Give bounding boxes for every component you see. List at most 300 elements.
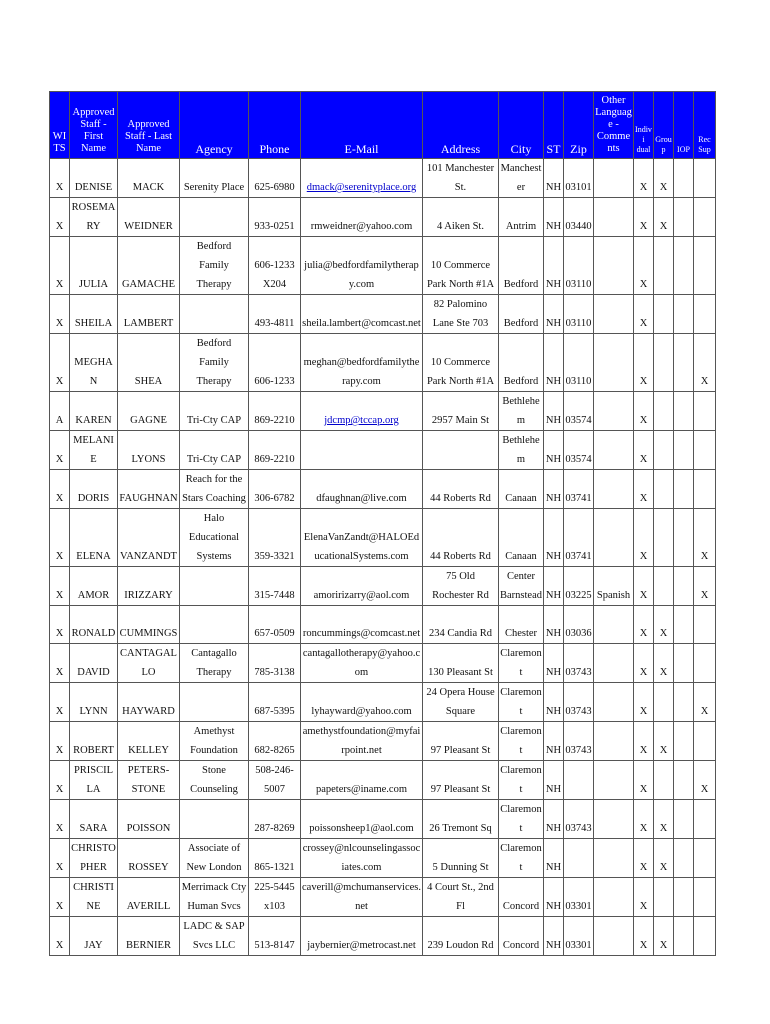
- cell-city: Claremont: [499, 683, 544, 722]
- cell-st: NH: [544, 839, 564, 878]
- cell-address: 4 Aiken St.: [423, 198, 499, 237]
- cell-rec: [694, 917, 716, 956]
- cell-st: NH: [544, 606, 564, 644]
- cell-agency: [180, 198, 249, 237]
- cell-last: AVERILL: [118, 878, 180, 917]
- cell-address: 10 Commerce Park North #1A: [423, 237, 499, 295]
- cell-iop: [674, 198, 694, 237]
- cell-iop: [674, 295, 694, 334]
- cell-city: Bethlehem: [499, 392, 544, 431]
- cell-address: 101 Manchester St.: [423, 159, 499, 198]
- cell-email: [301, 431, 423, 470]
- cell-email: cantagallotherapy@yahoo.com: [301, 644, 423, 683]
- cell-other: [594, 878, 634, 917]
- cell-address: 97 Pleasant St: [423, 722, 499, 761]
- cell-wits: X: [50, 567, 70, 606]
- cell-city: Canaan: [499, 470, 544, 509]
- cell-other: [594, 509, 634, 567]
- cell-group: [654, 509, 674, 567]
- cell-indiv: X: [634, 800, 654, 839]
- cell-wits: X: [50, 509, 70, 567]
- cell-phone: 869-2210: [249, 431, 301, 470]
- cell-last: POISSON: [118, 800, 180, 839]
- cell-last: MACK: [118, 159, 180, 198]
- cell-last: LAMBERT: [118, 295, 180, 334]
- cell-st: NH: [544, 567, 564, 606]
- cell-other: [594, 159, 634, 198]
- cell-wits: X: [50, 839, 70, 878]
- cell-city: Claremont: [499, 722, 544, 761]
- table-row: [50, 606, 716, 644]
- cell-agency: Associate of New London: [180, 839, 249, 878]
- cell-address: 44 Roberts Rd: [423, 470, 499, 509]
- cell-iop: [674, 509, 694, 567]
- cell-email: amoririzarry@aol.com: [301, 567, 423, 606]
- cell-last: ROSSEY: [118, 839, 180, 878]
- table-row: [50, 334, 716, 392]
- table-row: [50, 722, 716, 761]
- cell-zip: 03110: [564, 237, 594, 295]
- cell-email[interactable]: dmack@serenityplace.org: [301, 159, 423, 198]
- cell-last: FAUGHNAN: [118, 470, 180, 509]
- cell-city: Canaan: [499, 509, 544, 567]
- cell-indiv: X: [634, 509, 654, 567]
- cell-first: DAVID: [70, 644, 118, 683]
- cell-group: X: [654, 800, 674, 839]
- cell-email: roncummings@comcast.net: [301, 606, 423, 644]
- cell-email[interactable]: jdcmp@tccap.org: [301, 392, 423, 431]
- cell-last: KELLEY: [118, 722, 180, 761]
- cell-phone: 785-3138: [249, 644, 301, 683]
- cell-last: GAGNE: [118, 392, 180, 431]
- cell-wits: X: [50, 237, 70, 295]
- cell-other: [594, 431, 634, 470]
- cell-iop: [674, 431, 694, 470]
- cell-zip: 03036: [564, 606, 594, 644]
- cell-last: PETERS-STONE: [118, 761, 180, 800]
- cell-st: NH: [544, 878, 564, 917]
- cell-email: amethystfoundation@myfairpoint.net: [301, 722, 423, 761]
- cell-zip: 03440: [564, 198, 594, 237]
- cell-wits: X: [50, 295, 70, 334]
- cell-zip: [564, 839, 594, 878]
- cell-other: [594, 606, 634, 644]
- cell-agency: Stone Counseling: [180, 761, 249, 800]
- cell-last: GAMACHE: [118, 237, 180, 295]
- cell-zip: 03110: [564, 334, 594, 392]
- table-row: [50, 392, 716, 431]
- cell-rec: [694, 839, 716, 878]
- cell-iop: [674, 917, 694, 956]
- header-group[interactable]: Grou p: [654, 92, 674, 159]
- cell-agency: Merrimack Cty Human Svcs: [180, 878, 249, 917]
- header-last-name[interactable]: Approved Staff - Last Name: [118, 92, 180, 159]
- cell-agency: Serenity Place: [180, 159, 249, 198]
- cell-iop: [674, 644, 694, 683]
- header-zip[interactable]: Zip: [564, 92, 594, 159]
- cell-email: rmweidner@yahoo.com: [301, 198, 423, 237]
- cell-first: ELENA: [70, 509, 118, 567]
- cell-zip: 03301: [564, 878, 594, 917]
- cell-iop: [674, 800, 694, 839]
- cell-indiv: X: [634, 567, 654, 606]
- cell-agency: LADC & SAP Svcs LLC: [180, 917, 249, 956]
- cell-indiv: X: [634, 683, 654, 722]
- cell-zip: 03574: [564, 431, 594, 470]
- cell-indiv: X: [634, 722, 654, 761]
- cell-city: Claremont: [499, 800, 544, 839]
- cell-other: [594, 295, 634, 334]
- cell-group: X: [654, 606, 674, 644]
- header-address[interactable]: Address: [423, 92, 499, 159]
- cell-address: 24 Opera House Square: [423, 683, 499, 722]
- header-individual[interactable]: Indivi dual: [634, 92, 654, 159]
- cell-iop: [674, 839, 694, 878]
- table-row: [50, 683, 716, 722]
- cell-agency: Cantagallo Therapy: [180, 644, 249, 683]
- cell-other: [594, 800, 634, 839]
- cell-email: jaybernier@metrocast.net: [301, 917, 423, 956]
- cell-group: X: [654, 917, 674, 956]
- cell-group: X: [654, 839, 674, 878]
- cell-iop: [674, 470, 694, 509]
- cell-rec: X: [694, 509, 716, 567]
- cell-indiv: X: [634, 839, 654, 878]
- cell-indiv: X: [634, 159, 654, 198]
- cell-rec: [694, 431, 716, 470]
- cell-other: [594, 683, 634, 722]
- cell-wits: X: [50, 198, 70, 237]
- cell-email: crossey@nlcounselingassociates.com: [301, 839, 423, 878]
- table-row: [50, 878, 716, 917]
- cell-other: [594, 237, 634, 295]
- cell-phone: 493-4811: [249, 295, 301, 334]
- cell-city: Center Barnstead: [499, 567, 544, 606]
- cell-first: KAREN: [70, 392, 118, 431]
- cell-phone: 625-6980: [249, 159, 301, 198]
- cell-address: 130 Pleasant St: [423, 644, 499, 683]
- table-row: [50, 761, 716, 800]
- cell-rec: [694, 878, 716, 917]
- header-city[interactable]: City: [499, 92, 544, 159]
- cell-agency: [180, 295, 249, 334]
- header-other-language[interactable]: Other Language - Comments: [594, 92, 634, 159]
- cell-agency: Bedford Family Therapy: [180, 237, 249, 295]
- table-row: [50, 509, 716, 567]
- cell-phone: 315-7448: [249, 567, 301, 606]
- cell-first: MEGHAN: [70, 334, 118, 392]
- cell-rec: X: [694, 761, 716, 800]
- cell-wits: X: [50, 878, 70, 917]
- cell-group: [654, 295, 674, 334]
- cell-agency: [180, 800, 249, 839]
- cell-indiv: X: [634, 878, 654, 917]
- cell-address: 26 Tremont Sq: [423, 800, 499, 839]
- table-row: [50, 644, 716, 683]
- cell-agency: [180, 683, 249, 722]
- cell-st: NH: [544, 159, 564, 198]
- cell-group: [654, 470, 674, 509]
- cell-last: WEIDNER: [118, 198, 180, 237]
- cell-address: 10 Commerce Park North #1A: [423, 334, 499, 392]
- cell-zip: 03743: [564, 644, 594, 683]
- cell-iop: [674, 722, 694, 761]
- cell-phone: 225-5445 x103: [249, 878, 301, 917]
- cell-indiv: X: [634, 392, 654, 431]
- cell-iop: [674, 237, 694, 295]
- header-phone[interactable]: Phone: [249, 92, 301, 159]
- cell-first: AMOR: [70, 567, 118, 606]
- cell-phone: 606-1233: [249, 334, 301, 392]
- cell-first: ROBERT: [70, 722, 118, 761]
- cell-phone: 933-0251: [249, 198, 301, 237]
- table-row: [50, 198, 716, 237]
- cell-last: VANZANDT: [118, 509, 180, 567]
- cell-rec: [694, 722, 716, 761]
- cell-last: BERNIER: [118, 917, 180, 956]
- cell-zip: 03574: [564, 392, 594, 431]
- cell-st: NH: [544, 683, 564, 722]
- cell-indiv: X: [634, 295, 654, 334]
- cell-last: IRIZZARY: [118, 567, 180, 606]
- cell-zip: 03743: [564, 683, 594, 722]
- cell-agency: Bedford Family Therapy: [180, 334, 249, 392]
- header-first-name[interactable]: Approved Staff - First Name: [70, 92, 118, 159]
- cell-other: [594, 761, 634, 800]
- cell-st: NH: [544, 509, 564, 567]
- cell-other: [594, 198, 634, 237]
- cell-address: [423, 431, 499, 470]
- cell-iop: [674, 761, 694, 800]
- cell-st: NH: [544, 198, 564, 237]
- cell-zip: 03743: [564, 800, 594, 839]
- cell-agency: Tri-Cty CAP: [180, 392, 249, 431]
- cell-zip: 03301: [564, 917, 594, 956]
- table-row: [50, 470, 716, 509]
- cell-address: 4 Court St., 2nd Fl: [423, 878, 499, 917]
- cell-city: Bedford: [499, 237, 544, 295]
- cell-zip: 03101: [564, 159, 594, 198]
- table-row: [50, 839, 716, 878]
- cell-indiv: X: [634, 237, 654, 295]
- cell-wits: X: [50, 644, 70, 683]
- cell-st: NH: [544, 237, 564, 295]
- header-email[interactable]: E-Mail: [301, 92, 423, 159]
- cell-wits: X: [50, 334, 70, 392]
- cell-group: X: [654, 198, 674, 237]
- cell-last: HAYWARD: [118, 683, 180, 722]
- header-rec-sup[interactable]: Rec Sup: [694, 92, 716, 159]
- cell-group: [654, 431, 674, 470]
- cell-rec: [694, 237, 716, 295]
- cell-st: NH: [544, 334, 564, 392]
- cell-rec: [694, 800, 716, 839]
- cell-st: NH: [544, 761, 564, 800]
- cell-other: [594, 722, 634, 761]
- cell-st: NH: [544, 644, 564, 683]
- cell-rec: [694, 392, 716, 431]
- cell-iop: [674, 606, 694, 644]
- cell-agency: [180, 606, 249, 644]
- cell-iop: [674, 334, 694, 392]
- cell-first: SARA: [70, 800, 118, 839]
- cell-city: Bethlehem: [499, 431, 544, 470]
- cell-wits: X: [50, 917, 70, 956]
- cell-group: [654, 392, 674, 431]
- cell-group: [654, 237, 674, 295]
- cell-phone: 359-3321: [249, 509, 301, 567]
- cell-wits: X: [50, 606, 70, 644]
- cell-indiv: X: [634, 606, 654, 644]
- cell-indiv: X: [634, 917, 654, 956]
- cell-group: X: [654, 722, 674, 761]
- cell-rec: [694, 470, 716, 509]
- cell-last: LYONS: [118, 431, 180, 470]
- cell-other: [594, 839, 634, 878]
- cell-address: 75 Old Rochester Rd: [423, 567, 499, 606]
- cell-st: NH: [544, 800, 564, 839]
- cell-wits: X: [50, 800, 70, 839]
- cell-st: NH: [544, 392, 564, 431]
- cell-city: Concord: [499, 917, 544, 956]
- cell-first: DENISE: [70, 159, 118, 198]
- cell-wits: X: [50, 470, 70, 509]
- cell-group: [654, 683, 674, 722]
- cell-wits: X: [50, 761, 70, 800]
- cell-rec: [694, 606, 716, 644]
- cell-city: Claremont: [499, 761, 544, 800]
- cell-phone: 657-0509: [249, 606, 301, 644]
- cell-first: SHEILA: [70, 295, 118, 334]
- cell-iop: [674, 567, 694, 606]
- cell-st: NH: [544, 917, 564, 956]
- cell-wits: X: [50, 683, 70, 722]
- cell-first: JAY: [70, 917, 118, 956]
- cell-indiv: X: [634, 470, 654, 509]
- cell-other: [594, 392, 634, 431]
- cell-first: PRISCILLA: [70, 761, 118, 800]
- cell-zip: 03741: [564, 470, 594, 509]
- cell-email: papeters@iname.com: [301, 761, 423, 800]
- cell-rec: [694, 644, 716, 683]
- header-iop[interactable]: IOP: [674, 92, 694, 159]
- cell-address: 234 Candia Rd: [423, 606, 499, 644]
- cell-agency: Tri-Cty CAP: [180, 431, 249, 470]
- cell-first: RONALD: [70, 606, 118, 644]
- cell-email: sheila.lambert@comcast.net: [301, 295, 423, 334]
- cell-group: X: [654, 159, 674, 198]
- cell-phone: 306-6782: [249, 470, 301, 509]
- cell-other: [594, 470, 634, 509]
- cell-phone: 508-246-5007: [249, 761, 301, 800]
- cell-city: Concord: [499, 878, 544, 917]
- cell-zip: [564, 761, 594, 800]
- cell-group: [654, 761, 674, 800]
- cell-st: NH: [544, 431, 564, 470]
- header-wits[interactable]: WITS: [50, 92, 70, 159]
- cell-rec: [694, 295, 716, 334]
- table-body: [50, 159, 716, 956]
- cell-rec: [694, 159, 716, 198]
- cell-iop: [674, 683, 694, 722]
- table-row: [50, 159, 716, 198]
- cell-email: poissonsheep1@aol.com: [301, 800, 423, 839]
- cell-other: Spanish: [594, 567, 634, 606]
- cell-group: X: [654, 644, 674, 683]
- cell-city: Manchester: [499, 159, 544, 198]
- table-row: [50, 917, 716, 956]
- cell-wits: X: [50, 722, 70, 761]
- cell-phone: 687-5395: [249, 683, 301, 722]
- cell-other: [594, 334, 634, 392]
- cell-wits: A: [50, 392, 70, 431]
- header-state[interactable]: ST: [544, 92, 564, 159]
- table-row: [50, 567, 716, 606]
- cell-last: SHEA: [118, 334, 180, 392]
- cell-address: 97 Pleasant St: [423, 761, 499, 800]
- cell-rec: X: [694, 683, 716, 722]
- cell-last: CUMMINGS: [118, 606, 180, 644]
- cell-zip: 03110: [564, 295, 594, 334]
- cell-iop: [674, 159, 694, 198]
- cell-first: DORIS: [70, 470, 118, 509]
- cell-st: NH: [544, 470, 564, 509]
- cell-indiv: X: [634, 644, 654, 683]
- cell-city: Claremont: [499, 839, 544, 878]
- cell-indiv: X: [634, 198, 654, 237]
- table-row: [50, 295, 716, 334]
- cell-phone: 869-2210: [249, 392, 301, 431]
- cell-iop: [674, 392, 694, 431]
- cell-address: 82 Palomino Lane Ste 703: [423, 295, 499, 334]
- cell-first: ROSEMARY: [70, 198, 118, 237]
- cell-address: 5 Dunning St: [423, 839, 499, 878]
- cell-zip: 03743: [564, 722, 594, 761]
- cell-first: JULIA: [70, 237, 118, 295]
- cell-city: Bedford: [499, 295, 544, 334]
- cell-agency: Halo Educational Systems: [180, 509, 249, 567]
- cell-agency: Reach for the Stars Coaching: [180, 470, 249, 509]
- cell-address: 239 Loudon Rd: [423, 917, 499, 956]
- cell-first: CHRISTOPHER: [70, 839, 118, 878]
- cell-phone: 682-8265: [249, 722, 301, 761]
- cell-email: dfaughnan@live.com: [301, 470, 423, 509]
- cell-group: [654, 878, 674, 917]
- cell-last: CANTAGALLO: [118, 644, 180, 683]
- header-row: [50, 92, 716, 159]
- provider-table: [49, 91, 716, 956]
- cell-first: LYNN: [70, 683, 118, 722]
- cell-agency: [180, 567, 249, 606]
- table-row: [50, 800, 716, 839]
- cell-phone: 865-1321: [249, 839, 301, 878]
- cell-st: NH: [544, 722, 564, 761]
- cell-first: CHRISTINE: [70, 878, 118, 917]
- cell-indiv: X: [634, 431, 654, 470]
- cell-indiv: X: [634, 334, 654, 392]
- cell-email: ElenaVanZandt@HALOEducationalSystems.com: [301, 509, 423, 567]
- cell-wits: X: [50, 159, 70, 198]
- cell-phone: 513-8147: [249, 917, 301, 956]
- cell-indiv: X: [634, 761, 654, 800]
- cell-address: 44 Roberts Rd: [423, 509, 499, 567]
- header-agency[interactable]: Agency: [180, 92, 249, 159]
- cell-zip: 03741: [564, 509, 594, 567]
- cell-other: [594, 917, 634, 956]
- table-row: [50, 237, 716, 295]
- cell-city: Chester: [499, 606, 544, 644]
- cell-city: Antrim: [499, 198, 544, 237]
